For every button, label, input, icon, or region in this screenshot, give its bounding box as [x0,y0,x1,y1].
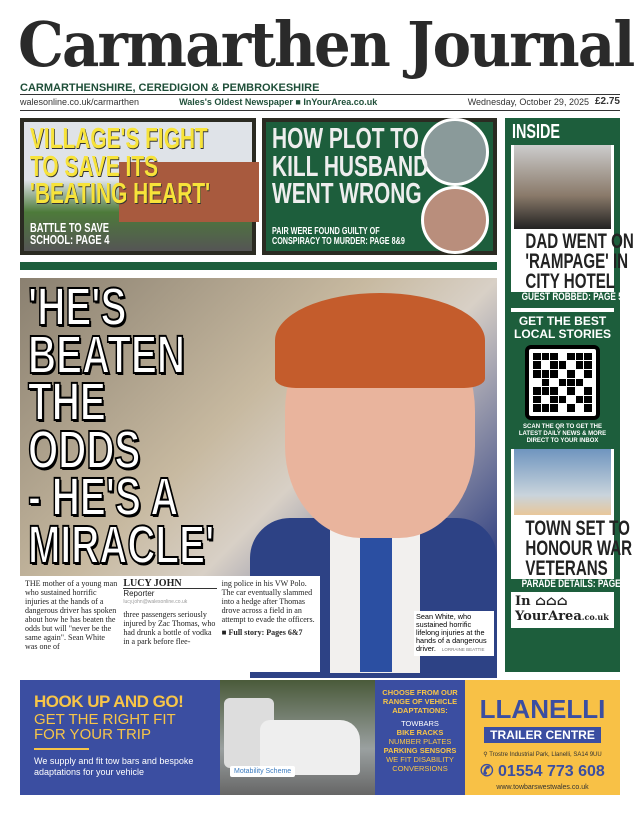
qr-module [584,404,592,412]
story-col-2 [123,579,216,669]
phone-icon: ✆ [480,763,494,780]
qr-module [576,361,584,369]
qr-module [567,353,575,361]
teaser-murder-plot[interactable] [262,118,497,255]
divider [511,308,614,312]
qr-module [559,370,567,378]
qr-module [576,353,584,361]
ad-subhead: FOR YOUR TRIP [34,726,151,743]
memorial-photo [514,449,611,515]
info-bar [20,96,620,107]
story-headline: DAD WENT ON 'RAMPAGE' IN CITY HOTEL [525,230,634,293]
qr-module [542,361,550,369]
qr-module [567,404,575,412]
main-story[interactable] [20,278,497,672]
main-headline: 'HE'S BEATEN THE ODDS - HE'S A MIRACLE' [28,277,215,575]
byline-role: Reporter [123,589,155,598]
advert-trailer-centre[interactable] [20,680,620,795]
price: £2.75 [594,96,620,107]
tagline: Wales's Oldest Newspaper ■ InYourArea.co.uk [179,96,378,107]
brand-sub: TRAILER CENTRE [484,727,601,743]
teaser-kicker: PAIR WERE FOUND GUILTY OF CONSPIRACY TO MURDER: PAGE 8&9 [272,226,405,247]
divider [20,94,620,95]
qr-module [533,370,541,378]
story-headline: TOWN SET TO HONOUR WAR VETERANS [525,516,633,580]
phone[interactable]: ✆ 01554 773 608 [480,763,605,780]
qr-module [550,379,558,387]
qr-module [542,396,550,404]
story-col-1: THE mother of a young man who sustained horrific injuries at the hands of a dangerous driver has spoken about how he has beaten the odds but will "never be the same again". Sean White was one of [25,579,118,651]
qr-module [584,396,592,404]
qr-module [550,387,558,395]
teaser-headline: HOW PLOT TO KILL HUSBAND WENT WRONG [272,123,429,211]
full-story-link[interactable]: ■ Full story: Pages 6&7 [221,628,303,637]
divider [20,110,620,111]
qr-module [559,404,567,412]
qr-module [533,396,541,404]
masthead-logo: Carmarthen Journal [18,8,634,81]
story-kicker: PARADE DETAILS: PAGE 3 [521,577,628,590]
qr-module [576,404,584,412]
photo-tie [360,538,392,672]
qr-module [559,361,567,369]
qr-module [567,379,575,387]
inside-story-veterans[interactable] [511,449,633,580]
divider-bar [20,262,497,270]
ad-copy [20,680,220,795]
qr-module [542,379,550,387]
ad-text: We supply and fit tow bars and bespoke adaptations for your vehicle [34,756,194,777]
photo-caption: Sean White, who sustained horrific lifelong injuries at the hands of a dangerous driver. LORRAINE BEATTIE [414,611,494,656]
inyourarea-logo[interactable]: In ⌂⌂⌂ YourArea.co.uk [511,592,614,628]
story-text: ing police in his VW Polo. The car eventually slammed into a hedge after Thomas drove across a field in an attempt to evade the officers. [221,579,315,624]
inside-sidebar [505,118,634,672]
qr-module [533,379,541,387]
issue-date: Wednesday, October 29, 2025 [467,96,589,107]
story-text: three passengers seriously injured by Zac Thomas, who had drunk a bottle of vodka in a park before flee- [123,610,216,646]
qr-module [576,379,584,387]
teaser-headline: VILLAGE'S FIGHT TO SAVE ITS 'BEATING HEART' [30,123,211,211]
inside-title: INSIDE [512,121,561,143]
qr-module [567,387,575,395]
divider [34,748,89,750]
qr-module [576,396,584,404]
qr-module [542,404,550,412]
qr-module [533,361,541,369]
qr-module [584,387,592,395]
qr-module [576,387,584,395]
location-pin-icon: ⚲ [483,752,488,758]
qr-module [542,353,550,361]
website-link[interactable]: www.towbarswestwales.co.uk [496,784,589,791]
address: ⚲ Trostre Industrial Park, Llanelli, SA14 9UU [483,752,602,758]
qr-module [576,370,584,378]
photo-credit: LORRAINE BEATTIE [441,647,485,652]
story-body [20,576,320,672]
qr-module [584,353,592,361]
qr-module [550,361,558,369]
byline-email[interactable]: lucy.john@walesonline.co.uk [123,599,188,605]
qr-instructions: SCAN THE QR TO GET THE LATEST DAILY NEWS & MORE DIRECT TO YOUR INBOX [518,423,607,444]
teaser-village-school[interactable] [20,118,256,255]
qr-module [567,396,575,404]
qr-module [567,370,575,378]
website: walesonline.co.uk/carmarthen [20,96,140,107]
qr-module [550,370,558,378]
motability-badge: Motability Scheme [230,766,295,777]
photo-hair [275,293,485,388]
qr-module [550,404,558,412]
house-icon: ⌂⌂⌂ [535,593,568,609]
story-kicker: GUEST ROBBED: PAGE 5 [521,290,623,303]
byline: LUCY JOHN [123,579,216,589]
qr-module [584,379,592,387]
qr-module [559,387,567,395]
qr-module [542,387,550,395]
qr-title: GET THE BEST LOCAL STORIES [514,313,611,341]
qr-module [550,396,558,404]
story-col-3 [222,579,315,669]
qr-module [584,370,592,378]
mugshot-photo [514,145,611,229]
qr-module [542,370,550,378]
qr-module [559,396,567,404]
ad-headline: HOOK UP AND GO! [34,692,184,711]
teaser-kicker: BATTLE TO SAVE SCHOOL: PAGE 4 [30,220,110,248]
qr-module [533,387,541,395]
ad-brand [465,680,620,795]
qr-module [533,353,541,361]
inside-story-rampage[interactable] [511,145,634,293]
qr-code[interactable] [525,345,600,420]
qr-module [584,361,592,369]
qr-module [533,404,541,412]
brand-name: LLANELLI [479,694,606,724]
qr-module [567,361,575,369]
region-line: CARMARTHENSHIRE, CEREDIGION & PEMBROKESHIRE [20,82,320,94]
qr-module [559,379,567,387]
ad-subhead: GET THE RIGHT FIT [34,711,176,728]
qr-module [550,353,558,361]
qr-module [559,353,567,361]
ad-photo [220,680,375,795]
ad-adaptations: CHOOSE FROM OUR RANGE OF VEHICLE ADAPTATIONS: TOWBARS BIKE RACKS NUMBER PLATES PARKING SENSORS WE FIT DISABILITY CONVERSIONS [382,688,458,773]
